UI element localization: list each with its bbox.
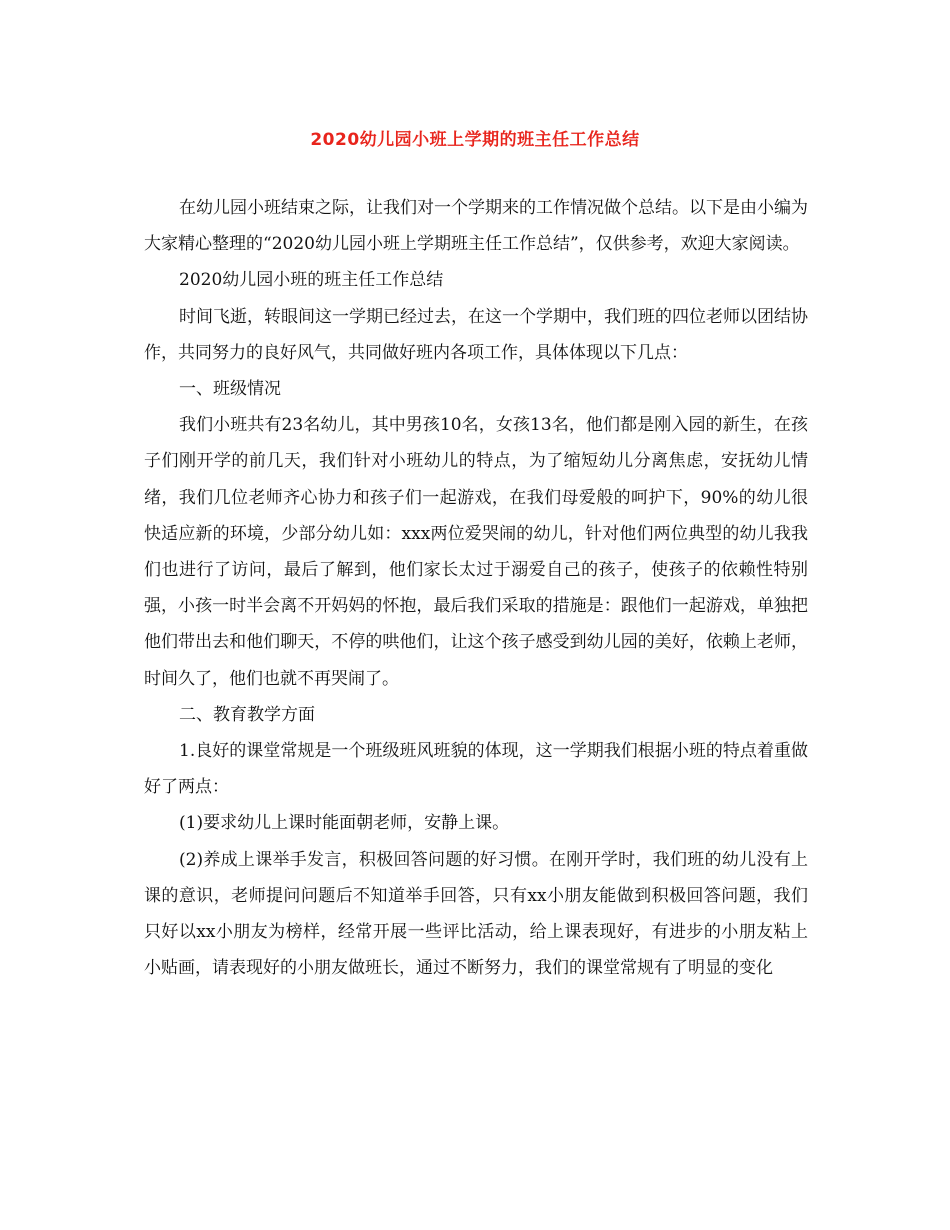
section-heading: 2020幼儿园小班的班主任工作总结	[179, 270, 444, 291]
body-paragraph: 我们小班共有23名幼儿，其中男孩10名，女孩13名，他们都是刚入园的新生，在孩子们刚开学的前几天，我们针对小班幼儿的特点，为了缩短幼儿分离焦虑，安抚幼儿情绪，我们几位老师齐心协力和孩子们一起游戏，在我们母爱般的呵护下，90%的幼儿很快适应新的环境，少部分幼儿如：xxx两位爱哭闹的幼儿，针对他们两位典型的幼儿我我们也进行了访问，最后了解到，他们家长太过于溺爱自己的孩子，使孩子的依赖性特别强，小孩一时半会离不开妈妈的怀抱，最后我们采取的措施是：跟他们一起游戏，单独把他们带出去和他们聊天，不停的哄他们，让这个孩子感受到幼儿园的美好，依赖上老师，时间久了，他们也就不再哭闹了。	[144, 415, 808, 689]
intro-paragraph: 在幼儿园小班结束之际，让我们对一个学期来的工作情况做个总结。以下是由小编为大家精心整理的“2020幼儿园小班上学期班主任工作总结”，仅供参考，欢迎大家阅读。	[144, 198, 808, 255]
section-heading: 一、班级情况	[179, 379, 281, 400]
list-item: (2)养成上课举手发言，积极回答问题的好习惯。在刚开学时，我们班的幼儿没有上课的意识，老师提问问题后不知道举手回答，只有xx小朋友能做到积极回答问题，我们只好以xx小朋友为榜样，经常开展一些评比活动，给上课表现好，有进步的小朋友粘上小贴画，请表现好的小朋友做班长，通过不断努力，我们的课堂常规有了明显的变化	[144, 849, 808, 979]
body-paragraph: 1.良好的课堂常规是一个班级班风班貌的体现，这一学期我们根据小班的特点着重做好了两点：	[144, 741, 808, 798]
body-paragraph: 时间飞逝，转眼间这一学期已经过去，在这一个学期中，我们班的四位老师以团结协作，共同努力的良好风气，共同做好班内各项工作，具体体现以下几点：	[144, 306, 808, 363]
document-body	[144, 190, 808, 986]
document-title: 2020幼儿园小班上学期的班主任工作总结	[310, 130, 640, 150]
section-heading: 二、教育教学方面	[179, 704, 315, 725]
list-item: (1)要求幼儿上课时能面朝老师，安静上课。	[179, 813, 510, 834]
